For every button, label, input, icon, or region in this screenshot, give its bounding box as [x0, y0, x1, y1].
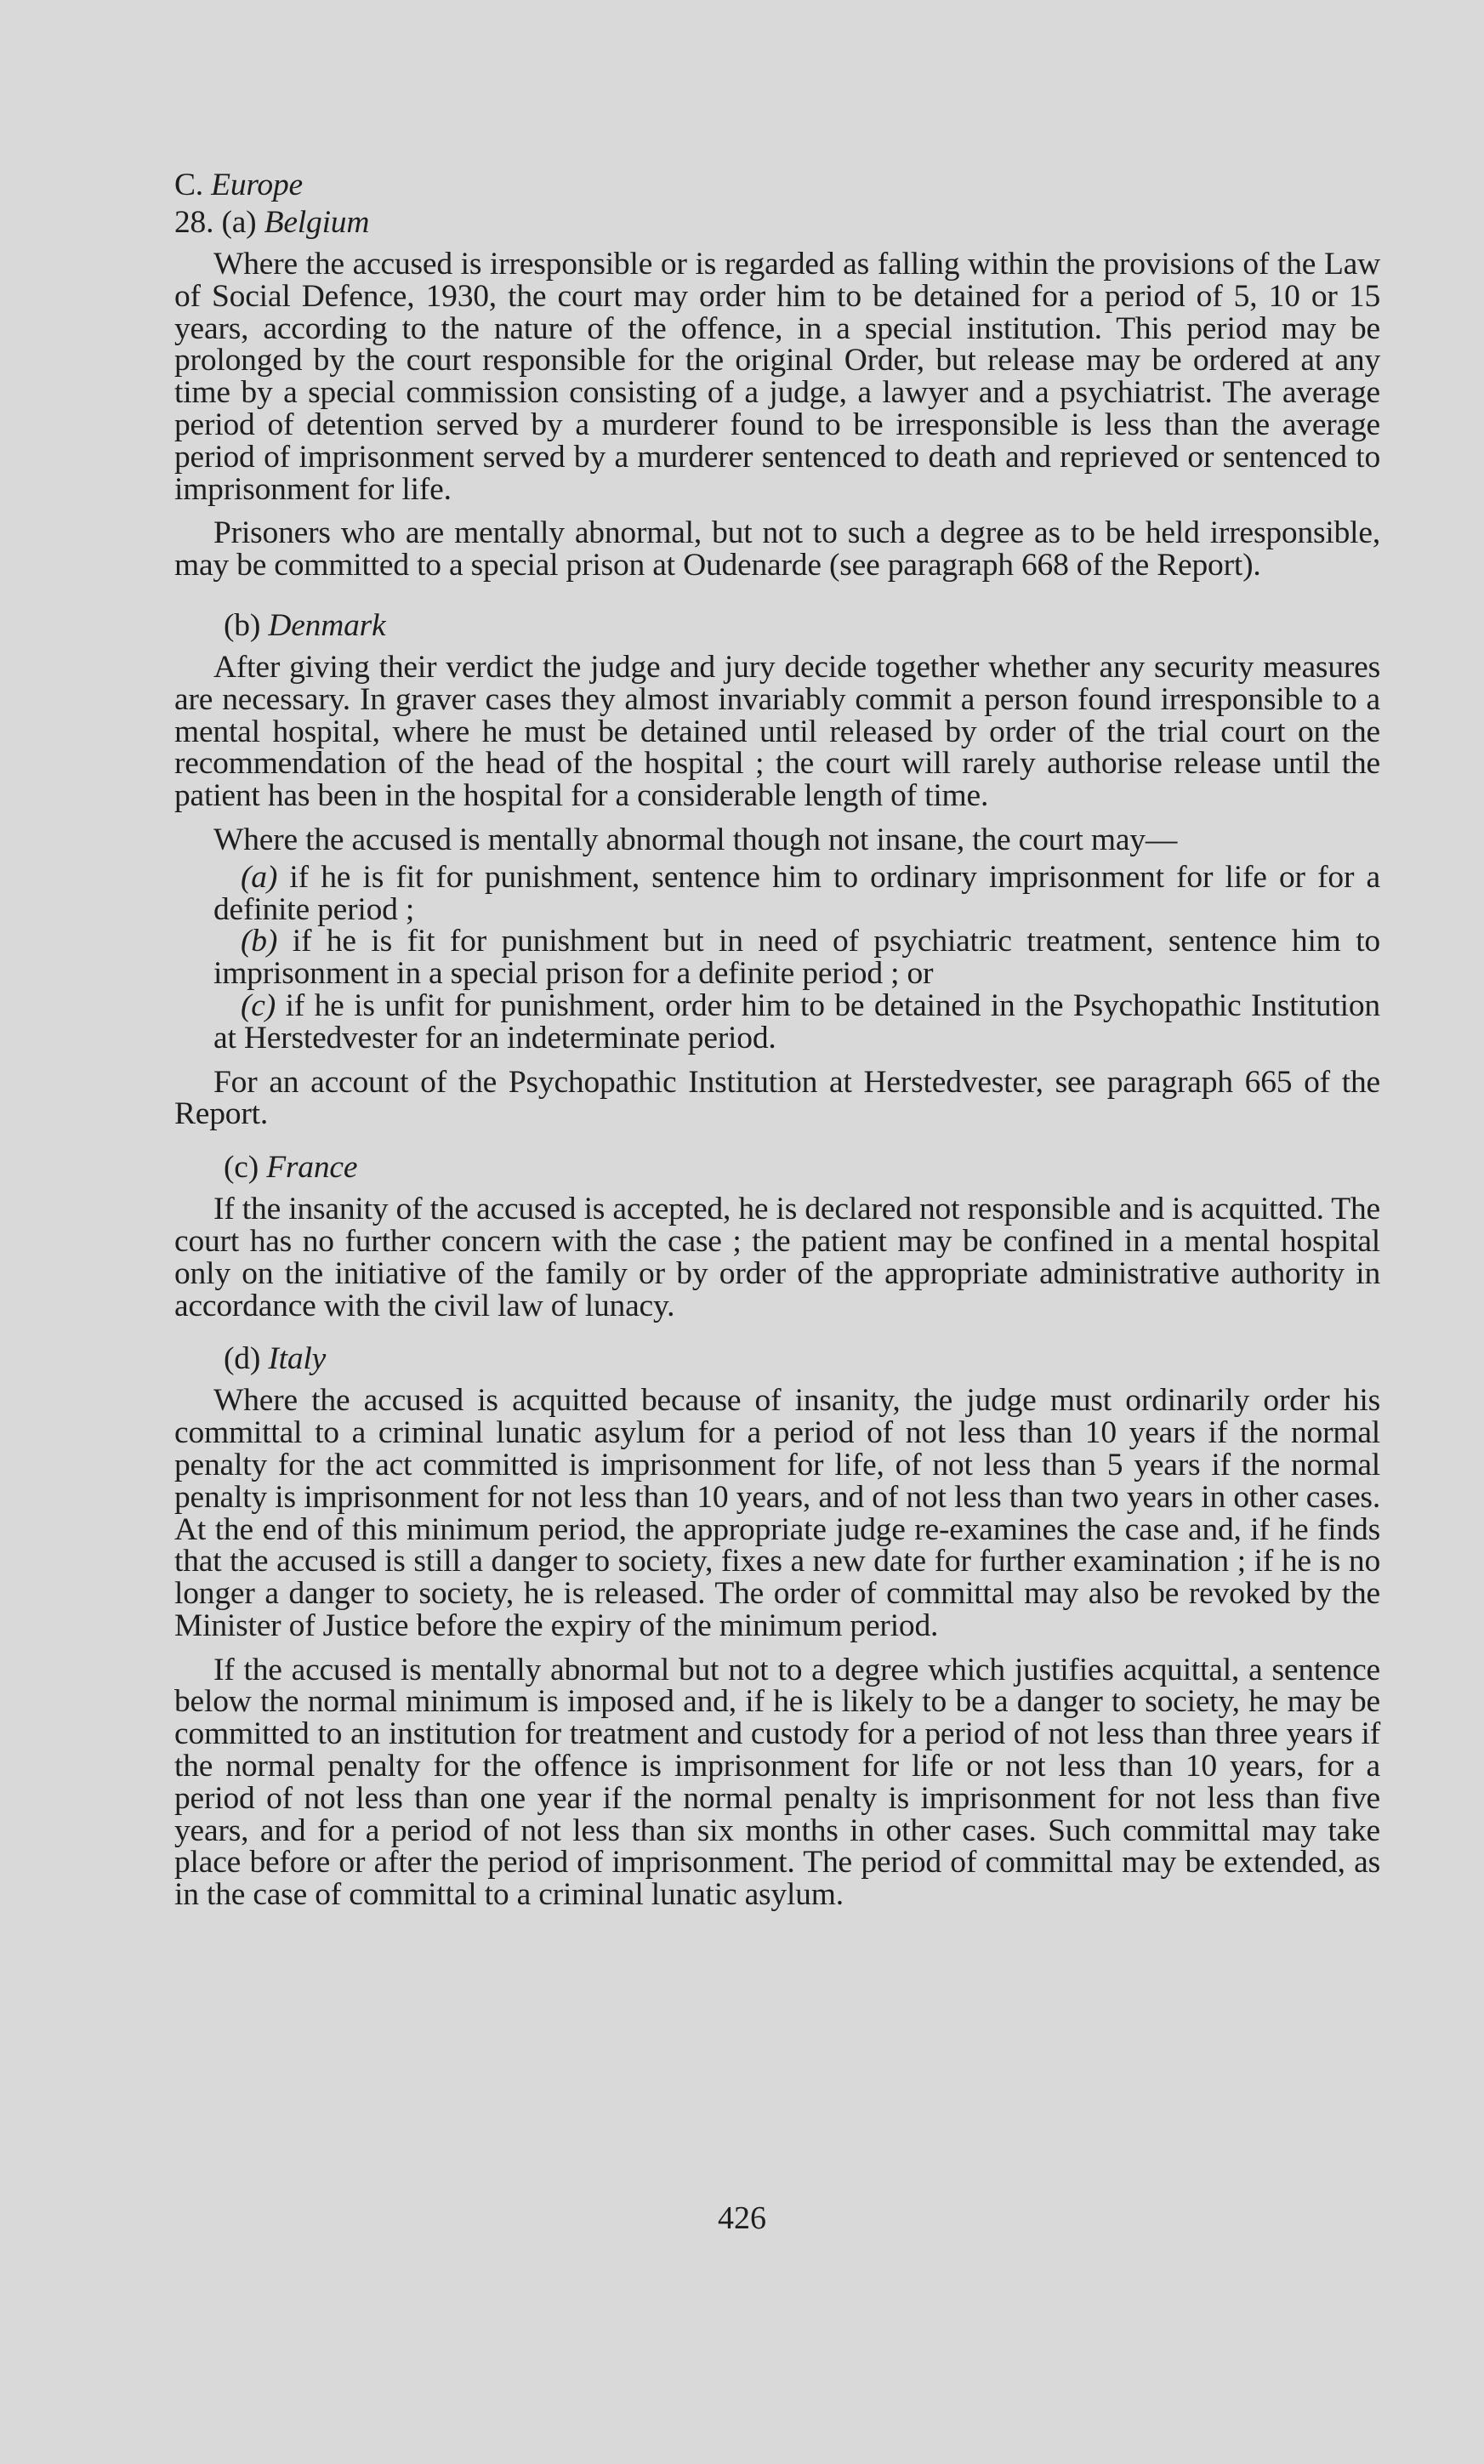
subheading-italy: [224, 1340, 1380, 1378]
denmark-list-item-b: [174, 925, 1380, 990]
subheading-label: (b): [224, 607, 269, 643]
page-number: 426: [718, 2200, 766, 2236]
list-label: (c): [241, 987, 276, 1023]
italy-paragraph-2: If the accused is mentally abnormal but not to a degree which justifies acquittal, a sentence below the normal minimum is imposed and, if he is likely to be a danger to society, he may be committed to an institution for treatment and custody for a period of not less than three years if the normal penalty for the offence is imprisonment for life or not less than 10 years, for a period of not less than one year if the normal penalty is imprisonment for not less than five years, and for a period of not less than six months in other cases. Such committal may take place before or after the period of imprisonment. The period of committal may be extended, as in the case of committal to a criminal lunatic asylum.: [174, 1652, 1380, 1913]
france-paragraph-1: If the insanity of the accused is accepted, he is declared not responsible and is acquitted. The court has no further concern with the case ; the patient may be confined in a mental hospital only on the initiative of the family or by order of the appropriate administrative authority in accordance with the civil law of lunacy.: [174, 1192, 1380, 1323]
country-name-france: France: [266, 1150, 358, 1186]
country-name-belgium: Belgium: [264, 205, 370, 240]
list-label: (a): [241, 859, 278, 895]
subheading-label: (c): [224, 1150, 267, 1186]
section-heading: [174, 167, 1380, 204]
denmark-paragraph-2: Where the accused is mentally abnormal though not insane, the court may—: [213, 822, 1178, 857]
paragraph-heading-belgium: [174, 204, 1380, 242]
list-text: if he is unfit for punishment, order him to be detained in the Psychopathic Institution at Herstedvester for an indeterminate period.: [213, 987, 1380, 1056]
denmark-paragraph-1: After giving their verdict the judge and jury decide together whether any security measures are necessary. In graver cases they almost invariably commit a person found irresponsible to a mental hospital, where he must be detained until released by order of the trial court on the recommendation of the head of the hospital ; the court will rarely authorise release until the patient has been in the hospital for a considerable length of time.: [174, 649, 1380, 814]
denmark-list-item-a: [174, 859, 1380, 927]
belgium-paragraph-2: Prisoners who are mentally abnormal, but not to such a degree as to be held irresponsible, may be committed to a special prison at Oudenarde (see paragraph 668 of the Report).: [174, 515, 1380, 583]
belgium-paragraph-1: Where the accused is irresponsible or is regarded as falling within the provisions of the Law of Social Defence, 1930, the court may order him to be detained for a period of 5, 10 or 15 years, according to the nature of the offence, in a special institution. This period may be prolonged by the court responsible for the original Order, but release may be ordered at any time by a special commission consisting of a judge, a lawyer and a psychiatrist. The average period of detention served by a murderer found to be irresponsible is less than the average period of imprisonment served by a murderer sentenced to death and reprieved or sentenced to imprisonment for life.: [174, 247, 1380, 507]
paragraph-number: 28. (a): [174, 205, 264, 240]
list-label: (b): [241, 924, 278, 959]
subheading-label: (d): [224, 1341, 269, 1377]
subheading-denmark: [224, 607, 1380, 645]
denmark-paragraph-3: For an account of the Psychopathic Institution at Herstedvester, see paragraph 665 of the Report.: [174, 1064, 1380, 1132]
subheading-france: [224, 1149, 1380, 1186]
country-name-denmark: Denmark: [268, 607, 386, 643]
list-text: if he is fit for punishment, sentence him to ordinary imprisonment for life or for a definite period ;: [213, 859, 1380, 927]
document-page: [174, 167, 1380, 1923]
country-name-italy: Italy: [268, 1341, 327, 1377]
denmark-list-item-c: [174, 987, 1380, 1056]
section-name: Europe: [211, 168, 303, 202]
italy-paragraph-1: Where the accused is acquitted because of insanity, the judge must ordinarily order his committal to a criminal lunatic asylum for a period of not less than 10 years if the normal penalty for the act committed is imprisonment for life, of not less than 5 years if the normal penalty is imprisonment for not less than 10 years, and of not less than two years in other cases. At the end of this minimum period, the appropriate judge re-examines the case and, if he finds that the accused is still a danger to society, fixes a new date for further examination ; if he is no longer a danger to society, he is released. The order of committal may also be revoked by the Minister of Justice before the expiry of the minimum period.: [174, 1383, 1380, 1643]
list-text: if he is fit for punishment but in need of psychiatric treatment, sentence him to imprisonment in a special prison for a definite period ; or: [213, 924, 1380, 992]
section-prefix: C.: [174, 168, 212, 202]
